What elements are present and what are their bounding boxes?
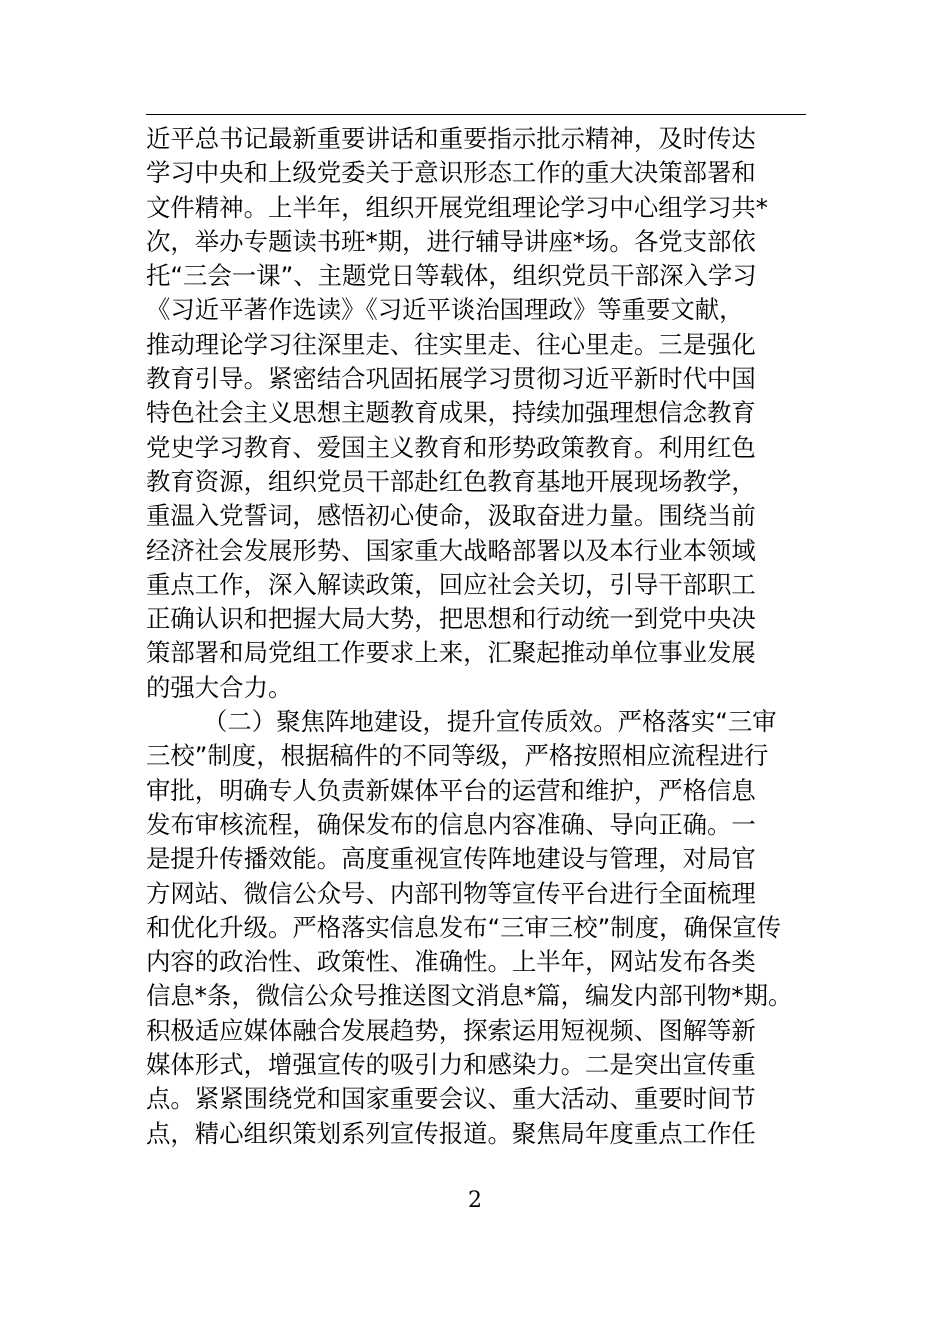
text-line: 推动理论学习往深里走、往实里走、往心里走。三是强化 [146, 329, 756, 359]
text-line: 是提升传播效能。高度重视宣传阵地建设与管理，对局官 [146, 844, 756, 874]
text-line: 教育引导。紧密结合巩固拓展学习贯彻习近平新时代中国 [146, 364, 756, 394]
text-line: 方网站、微信公众号、内部刊物等宣传平台进行全面梳理 [146, 878, 756, 908]
text-line: 次，举办专题读书班*期，进行辅导讲座*场。各党支部依 [146, 226, 756, 256]
text-line: 托“三会一课”、主题党日等载体，组织党员干部深入学习 [146, 261, 757, 291]
text-line: 近平总书记最新重要讲话和重要指示批示精神，及时传达 [146, 124, 756, 153]
text-line: 点。紧紧围绕党和国家重要会议、重大活动、重要时间节 [146, 1084, 756, 1114]
text-line: 经济社会发展形势、国家重大战略部署以及本行业本领域 [146, 535, 756, 565]
text-line: 学习中央和上级党委关于意识形态工作的重大决策部署和 [146, 158, 756, 188]
text-line: 文件精神。上半年，组织开展党组理论学习中心组学习共* [146, 192, 768, 222]
text-line: 正确认识和把握大局大势，把思想和行动统一到党中央决 [146, 604, 756, 634]
text-line: 审批，明确专人负责新媒体平台的运营和维护，严格信息 [146, 775, 756, 805]
text-line: 信息*条，微信公众号推送图文消息*篇，编发内部刊物*期。 [146, 981, 793, 1011]
section-heading-line: （二）聚焦阵地建设，提升宣传质效。严格落实“三审 [203, 707, 777, 737]
text-line: 内容的政治性、政策性、准确性。上半年，网站发布各类 [146, 947, 756, 977]
text-line: 特色社会主义思想主题教育成果，持续加强理想信念教育 [146, 398, 756, 428]
text-line: 重点工作，深入解读政策，回应社会关切，引导干部职工 [146, 569, 756, 599]
text-line: 重温入党誓词，感悟初心使命，汲取奋进力量。围绕当前 [146, 501, 756, 531]
body-text [146, 122, 826, 1151]
text-line: 教育资源，组织党员干部赴红色教育基地开展现场教学， [146, 466, 756, 496]
text-line: 媒体形式，增强宣传的吸引力和感染力。二是突出宣传重 [146, 1050, 756, 1080]
text-line: 的强大合力。 [146, 672, 293, 702]
text-line: 党史学习教育、爱国主义教育和形势政策教育。利用红色 [146, 432, 756, 462]
text-line: 策部署和局党组工作要求上来，汇聚起推动单位事业发展 [146, 638, 756, 668]
text-line: 《习近平著作选读》《习近平谈治国理政》等重要文献， [146, 295, 744, 325]
header-rule [146, 114, 806, 115]
text-line: 三校”制度，根据稿件的不同等级，严格按照相应流程进行 [146, 741, 769, 771]
text-line: 点，精心组织策划系列宣传报道。聚焦局年度重点工作任 [146, 1118, 756, 1148]
text-line: 发布审核流程，确保发布的信息内容准确、导向正确。一 [146, 809, 756, 839]
text-line: 积极适应媒体融合发展趋势，探索运用短视频、图解等新 [146, 1015, 756, 1045]
page-number: 2 [468, 1188, 482, 1213]
text-line: 和优化升级。严格落实信息发布“三审三校”制度，确保宣传 [146, 912, 782, 942]
